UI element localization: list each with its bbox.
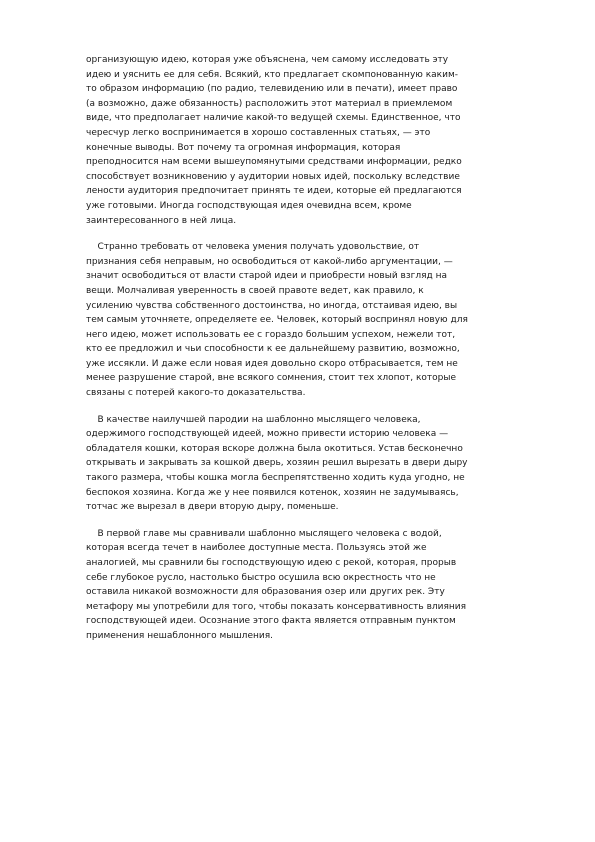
text-line: применения нешаблонного мышления. xyxy=(86,630,273,641)
text-line: которая всегда течет в наиболее доступные места. Пользуясь этой же xyxy=(86,543,427,554)
text-line: открывать и закрывать за кошкой дверь, хозяин решил вырезать в двери дыру xyxy=(86,458,468,469)
text-line: господствующей идеи. Осознание этого факта является отправным пунктом xyxy=(86,616,456,627)
text-line: конечные выводы. Вот почему та огромная информация, которая xyxy=(86,142,401,153)
text-line: чересчур легко воспринимается в хорошо составленных статьях, — это xyxy=(86,127,431,138)
text-line: идею и уяснить ее для себя. Всякий, кто предлагает скомпонованную каким- xyxy=(86,69,458,80)
text-line: обладателя кошки, которая вскоре должна была окотиться. Устав бесконечно xyxy=(86,443,463,454)
text-line: заинтересованного в ней лица. xyxy=(86,215,237,226)
text-line: то образом информацию (по радио, телевидению или в печати), имеет право xyxy=(86,84,458,95)
text-line: способствует возникновению у аудитории новых идей, поскольку вследствие xyxy=(86,171,460,182)
text-line: уже готовыми. Иногда господствующая идея очевидна всем, кроме xyxy=(86,200,412,211)
paragraph-2 xyxy=(86,240,552,401)
text-line: виде, что предполагает наличие какой-то ведущей схемы. Единственное, что xyxy=(86,113,461,124)
text-line: Странно требовать от человека умения получать удовольствие, от xyxy=(86,242,420,253)
text-line: организующую идею, которая уже объяснена, чем самому исследовать эту xyxy=(86,55,449,65)
text-line: оставила никакой возможности для образования озер или других рек. Эту xyxy=(86,587,445,598)
text-line: В качестве наилучшей пародии на шаблонно мыслящего человека, xyxy=(86,414,421,425)
text-line: признания себя неправым, но освободиться от какой-либо аргументации, — xyxy=(86,256,453,267)
text-line: беспокоя хозяина. Когда же у нее появился котенок, хозяин не задумываясь, xyxy=(86,487,459,498)
text-line: такого размера, чтобы кошка могла беспрепятственно ходить куда угодно, не xyxy=(86,473,465,484)
text-line: (а возможно, даже обязанность) расположить этот материал в приемлемом xyxy=(86,98,453,109)
text-line: В первой главе мы сравнивали шаблонно мыслящего человека с водой, xyxy=(86,528,442,539)
text-line: метафору мы употребили для того, чтобы показать консервативность влияния xyxy=(86,601,467,612)
text-line: одержимого господствующей идеей, можно привести историю человека — xyxy=(86,429,449,440)
text-line: менее разрушение старой, вне всякого сомнения, стоит тех хлопот, которые xyxy=(86,373,457,384)
text-line: тотчас же вырезал в двери вторую дыру, поменьше. xyxy=(86,502,339,513)
text-line: уже иссякли. И даже если новая идея довольно скоро отбрасывается, тем не xyxy=(86,358,458,369)
text-line: значит освободиться от власти старой идеи и приобрести новый взгляд на xyxy=(86,271,447,282)
text-line: аналогией, мы сравнили бы господствующую идею с рекой, которая, прорыв xyxy=(86,558,457,568)
document-body xyxy=(86,53,552,656)
text-line: усилению чувства собственного достоинства, но иногда, отстаивая идею, вы xyxy=(86,300,458,311)
paragraph-1 xyxy=(86,53,552,228)
text-line: кто ее предложил и чьи способности к ее дальнейшему развитию, возможно, xyxy=(86,344,460,355)
paragraph-3 xyxy=(86,413,552,515)
text-line: него идею, может использовать ее с гораздо большим успехом, нежели тот, xyxy=(86,329,456,340)
text-line: связаны с потерей какого-то доказательства. xyxy=(86,388,306,399)
text-line: себе глубокое русло, настолько быстро осушила всю окрестность что не xyxy=(86,572,436,583)
text-line: преподносится нам всеми вышеупомянутыми средствами информации, редко xyxy=(86,157,462,168)
text-line: вещи. Молчаливая уверенность в своей правоте ведет, как правило, к xyxy=(86,285,424,296)
paragraph-4 xyxy=(86,527,552,644)
text-line: лености аудитория предпочитает принять те идеи, которые ей предлагаются xyxy=(86,186,462,197)
text-line: тем самым уточняете, определяете ее. Человек, который воспринял новую для xyxy=(86,315,468,326)
